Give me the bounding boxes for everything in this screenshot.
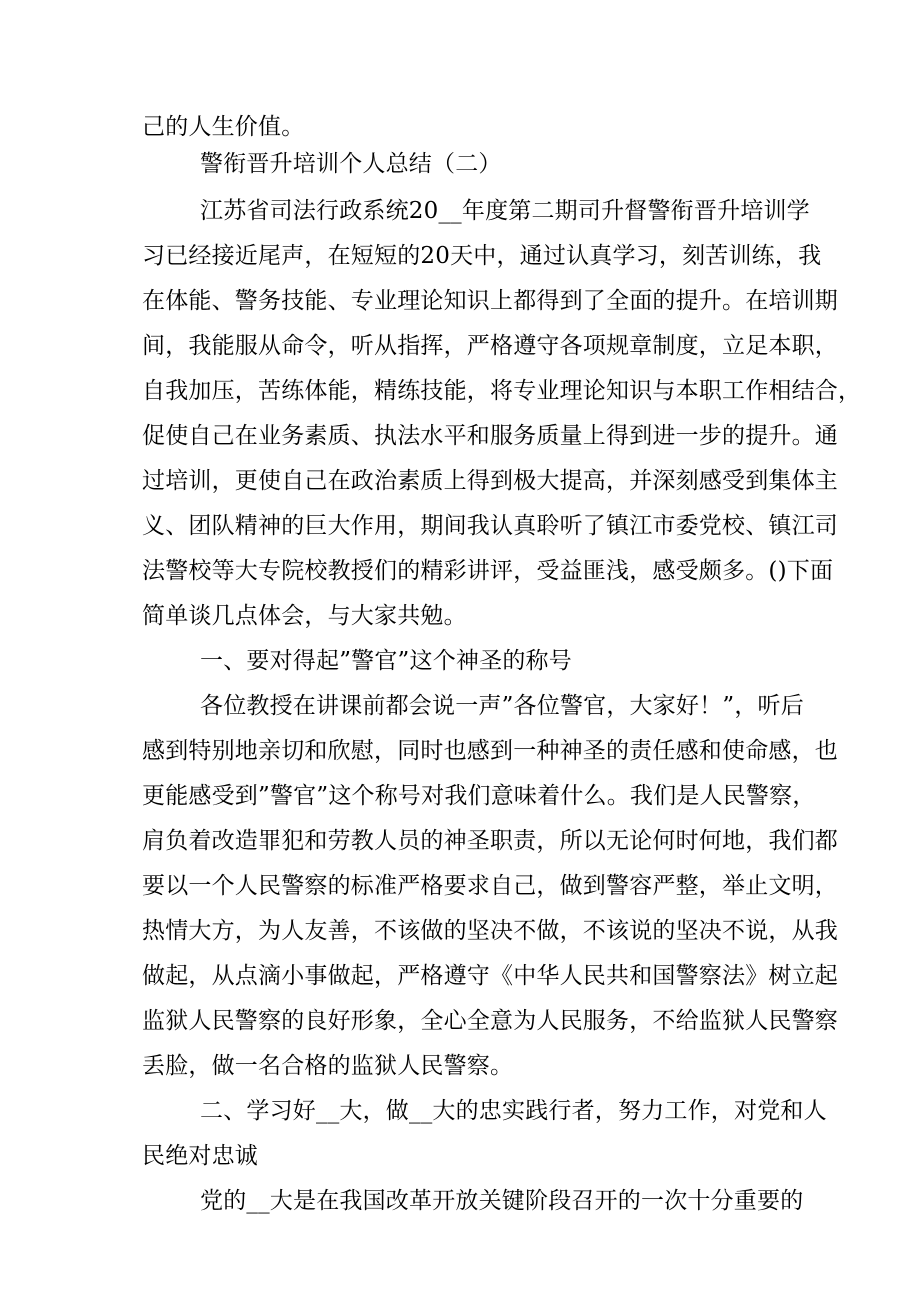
text-line: 自我加压，苦练体能，精练技能，将专业理论知识与本职工作相结合， [142,378,862,404]
text-line: 感到特别地亲切和欣慰，同时也感到一种神圣的责任感和使命感，也 [142,738,838,764]
text-line: 做起，从点滴小事做起，严格遵守《中华人民共和国警察法》树立起 [142,963,838,989]
text-line: 要以一个人民警察的标准严格要求自己，做到警容严整，举止文明， [142,873,838,899]
text-line: 在体能、警务技能、专业理论知识上都得到了全面的提升。在培训期 [142,288,838,314]
text-line: 法警校等大专院校教授们的精彩讲评，受益匪浅，感受颇多。()下面 [142,558,834,584]
text-line: 监狱人民警察的良好形象，全心全意为人民服务，不给监狱人民警察 [142,1008,838,1034]
text-line: 肩负着改造罪犯和劳教人员的神圣职责，所以无论何时何地，我们都 [142,828,838,854]
text-line: 己的人生价值。 [142,114,305,140]
text-line: 习已经接近尾声，在短短的20天中，通过认真学习，刻苦训练，我 [142,243,822,269]
text-line: 热情大方，为人友善，不该做的坚决不做，不该说的坚决不说，从我 [142,918,838,944]
text-line: 丢脸，做一名合格的监狱人民警察。 [142,1053,514,1079]
text-line: 促使自己在业务素质、执法水平和服务质量上得到进一步的提升。通 [142,423,838,449]
section-heading: 一、要对得起”警官”这个神圣的称号 [200,648,572,674]
section-heading: 民绝对忠诚 [142,1143,258,1169]
text-line: 过培训，更使自己在政治素质上得到极大提高，并深刻感受到集体主 [142,468,838,494]
text-line: 江苏省司法行政系统20__年度第二期司升督警衔晋升培训学 [200,198,810,224]
text-line: 简单谈几点体会，与大家共勉。 [142,603,467,629]
text-line: 义、团队精神的巨大作用，期间我认真聆听了镇江市委党校、镇江司 [142,513,838,539]
text-line: 更能感受到”警官”这个称号对我们意味着什么。我们是人民警察， [142,783,816,809]
section-heading: 二、学习好__大，做__大的忠实践行者，努力工作，对党和人 [200,1098,827,1124]
text-line: 党的__大是在我国改革开放关键阶段召开的一次十分重要的 [200,1188,804,1214]
text-line: 间，我能服从命令，听从指挥，严格遵守各项规章制度，立足本职， [142,333,838,359]
section-heading: 警衔晋升培训个人总结（二） [200,151,502,177]
text-line: 各位教授在讲课前都会说一声”各位警官，大家好！”，听后 [200,693,804,719]
